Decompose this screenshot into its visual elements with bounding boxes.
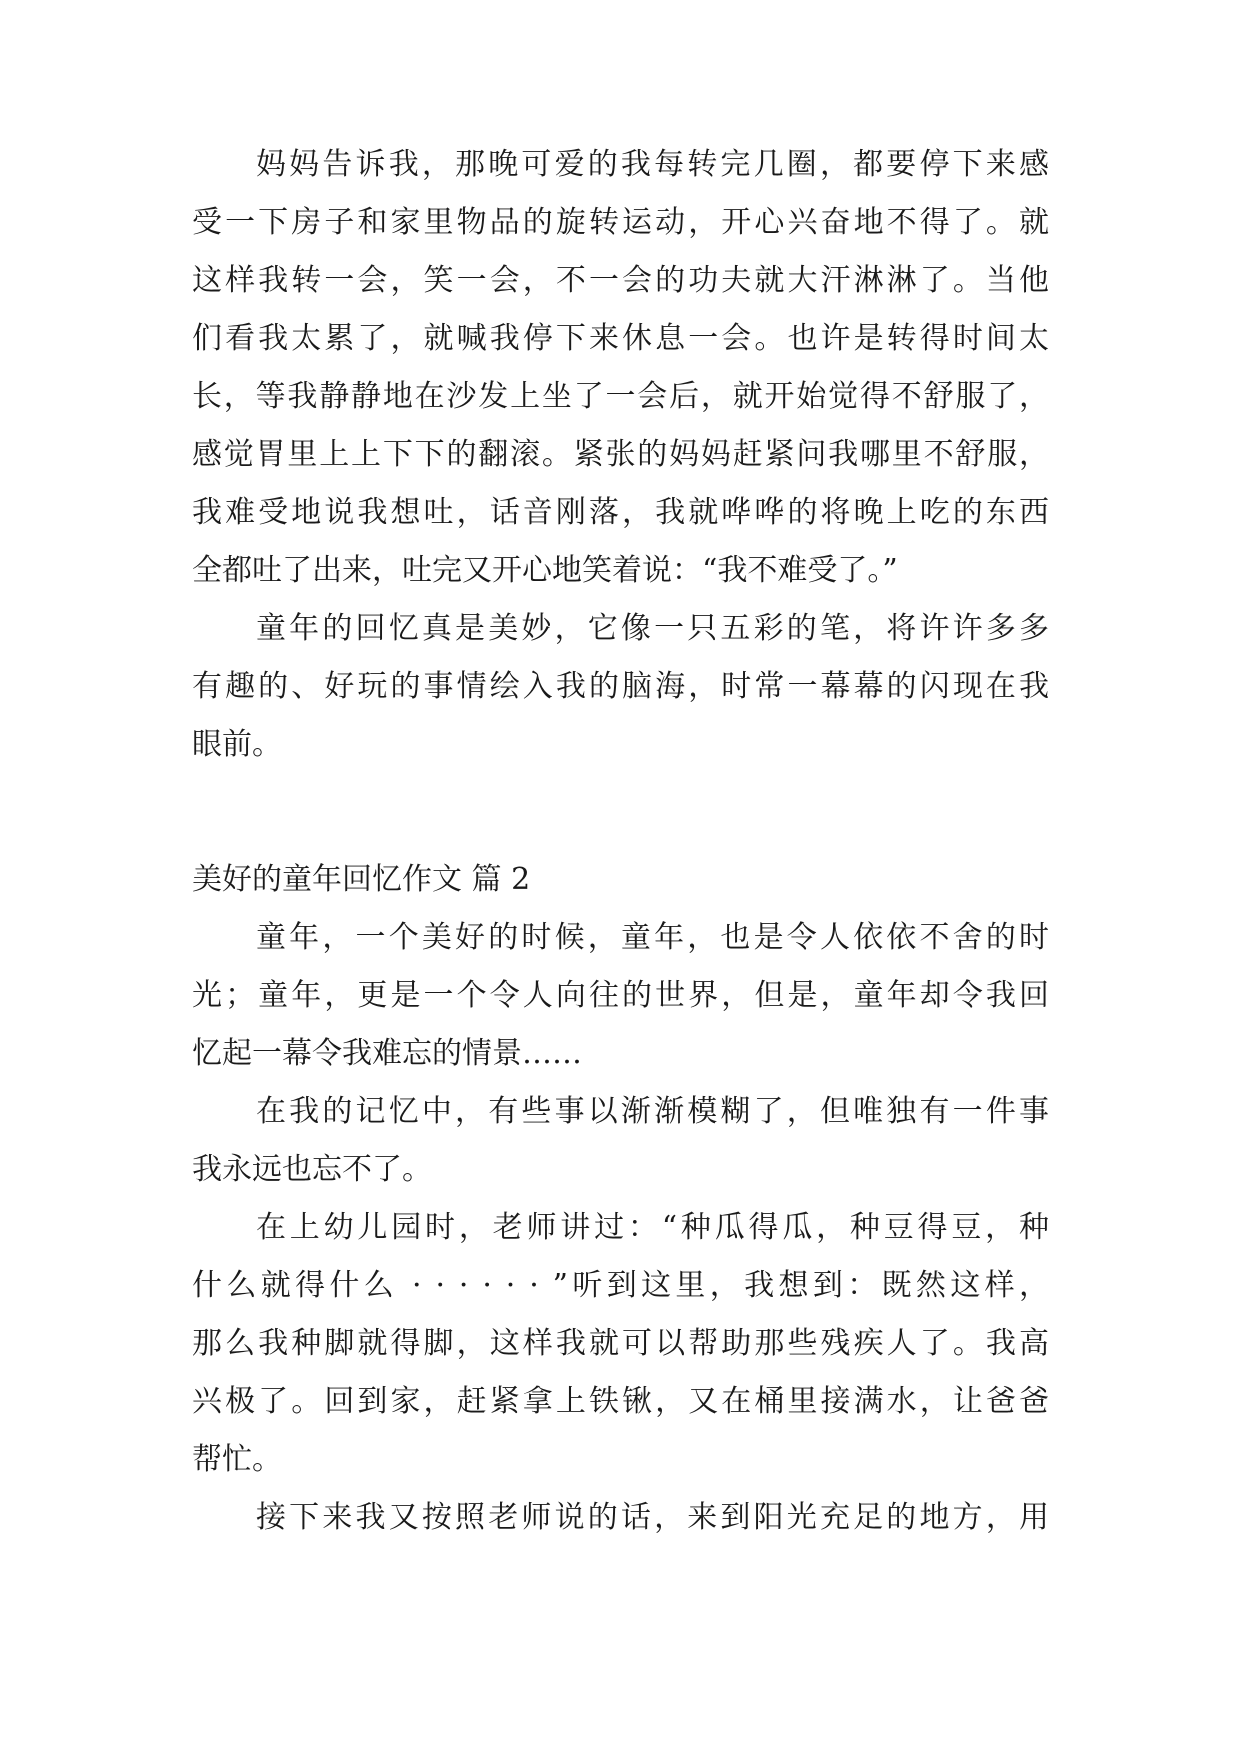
paragraph-1-line-6: 感觉胃里上上下下的翻滚。紧张的妈妈赶紧问我哪里不舒服， (192, 437, 1049, 472)
paragraph-1-line-8: 全都吐了出来，吐完又开心地笑着说：“我不难受了。” (192, 553, 898, 588)
paragraph-1-line-1: 妈妈告诉我，那晚可爱的我每转完几圈，都要停下来感 (256, 147, 1049, 182)
paragraph-4-line-1: 在我的记忆中，有些事以渐渐模糊了，但唯独有一件事 (256, 1094, 1049, 1129)
paragraph-5-line-2: 什么就得什么 · · · · · · ”听到这里，我想到：既然这样， (192, 1268, 1049, 1303)
paragraph-3-line-2: 光；童年，更是一个令人向往的世界，但是，童年却令我回 (192, 978, 1049, 1013)
section-heading: 美好的童年回忆作文 篇 2 (192, 862, 531, 897)
paragraph-2-line-2: 有趣的、好玩的事情绘入我的脑海，时常一幕幕的闪现在我 (192, 669, 1049, 704)
paragraph-2-line-1: 童年的回忆真是美妙，它像一只五彩的笔，将许许多多 (256, 611, 1049, 646)
paragraph-1-line-3: 这样我转一会，笑一会，不一会的功夫就大汗淋淋了。当他 (192, 263, 1049, 298)
paragraph-1-line-7: 我难受地说我想吐，话音刚落，我就哗哗的将晚上吃的东西 (192, 495, 1049, 530)
paragraph-5-line-5: 帮忙。 (192, 1442, 282, 1477)
paragraph-1-line-5: 长，等我静静地在沙发上坐了一会后，就开始觉得不舒服了， (192, 379, 1049, 414)
paragraph-3-line-1: 童年，一个美好的时候，童年，也是令人依依不舍的时 (256, 920, 1049, 955)
paragraph-5-line-1: 在上幼儿园时，老师讲过：“种瓜得瓜，种豆得豆，种 (256, 1210, 1049, 1245)
paragraph-4-line-2: 我永远也忘不了。 (192, 1152, 432, 1187)
paragraph-1-line-2: 受一下房子和家里物品的旋转运动，开心兴奋地不得了。就 (192, 205, 1049, 240)
paragraph-5-line-3: 那么我种脚就得脚，这样我就可以帮助那些残疾人了。我高 (192, 1326, 1049, 1361)
paragraph-3-line-3: 忆起一幕令我难忘的情景…… (192, 1036, 582, 1071)
paragraph-5-line-4: 兴极了。回到家，赶紧拿上铁锹，又在桶里接满水，让爸爸 (192, 1384, 1049, 1419)
paragraph-6-line-1: 接下来我又按照老师说的话，来到阳光充足的地方，用 (256, 1500, 1049, 1535)
paragraph-1-line-4: 们看我太累了，就喊我停下来休息一会。也许是转得时间太 (192, 321, 1049, 356)
paragraph-2-line-3: 眼前。 (192, 727, 282, 762)
